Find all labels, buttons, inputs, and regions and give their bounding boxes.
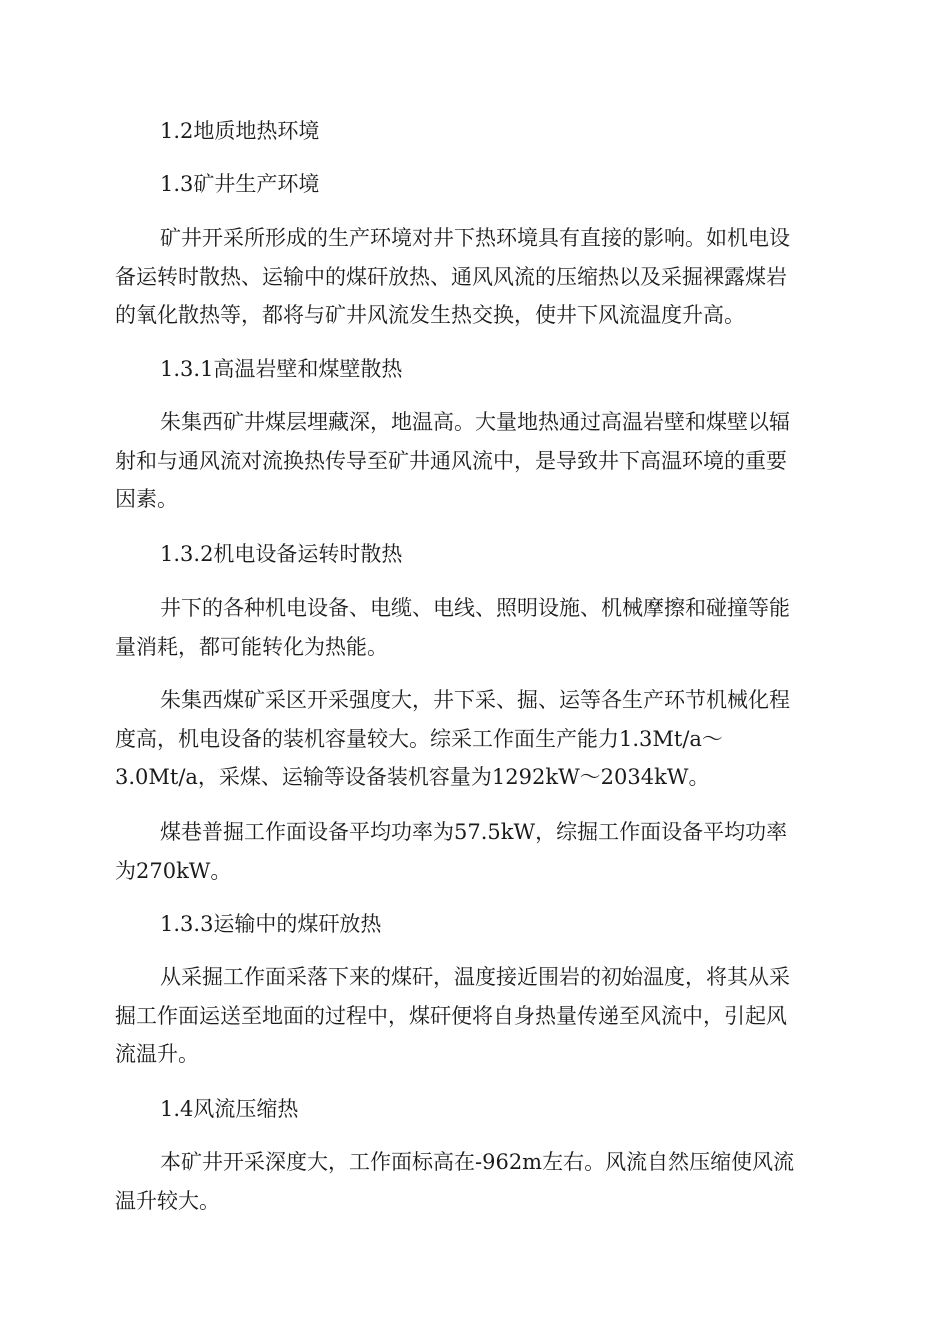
section-heading-1-3: 1.3矿井生产环境	[160, 172, 320, 196]
text-line: 本矿井开采深度大，工作面标高在-962m左右。风流自然压缩使风流	[160, 1150, 795, 1174]
text-line: 从采掘工作面采落下来的煤矸，温度接近围岩的初始温度，将其从采	[160, 965, 790, 989]
text-line: 温升较大。	[115, 1188, 220, 1213]
text-line: 流温升。	[115, 1042, 199, 1066]
paragraph-equipment-heat	[115, 589, 835, 666]
text-line: 3.0Mt/a，采煤、运输等设备装机容量为1292kW～2034kW。	[115, 765, 710, 789]
text-line: 射和与通风流对流换热传导至矿井通风流中，是导致井下高温环境的重要	[115, 448, 787, 473]
text-line: 井下的各种机电设备、电缆、电线、照明设施、机械摩擦和碰撞等能	[160, 596, 790, 620]
text-line: 掘工作面运送至地面的过程中，煤矸便将自身热量传递至风流中，引起风	[115, 1003, 787, 1028]
text-line: 度高，机电设备的装机容量较大。综采工作面生产能力1.3Mt/a～	[115, 726, 723, 751]
section-heading-1-3-3: 1.3.3运输中的煤矸放热	[160, 912, 382, 936]
text-line: 因素。	[115, 487, 178, 511]
text-line: 朱集西矿井煤层埋藏深，地温高。大量地热通过高温岩壁和煤壁以辐	[160, 410, 790, 434]
section-heading-1-4: 1.4风流压缩热	[160, 1097, 299, 1121]
section-heading-1-3-1: 1.3.1高温岩壁和煤壁散热	[160, 357, 403, 381]
paragraph-mining-intensity	[115, 681, 835, 797]
paragraph-compression-heat	[115, 1143, 835, 1220]
section-heading-1-2: 1.2地质地热环境	[160, 119, 320, 143]
text-line: 的氧化散热等，都将与矿井风流发生热交换，使井下风流温度升高。	[115, 303, 745, 327]
section-heading-1-3-2: 1.3.2机电设备运转时散热	[160, 542, 403, 566]
text-line: 矿井开采所形成的生产环境对井下热环境具有直接的影响。如机电设	[160, 226, 790, 250]
text-line: 为270kW。	[115, 858, 232, 883]
paragraph-transport-heat	[115, 958, 835, 1074]
text-line: 备运转时散热、运输中的煤矸放热、通风风流的压缩热以及采掘裸露煤岩	[115, 264, 787, 289]
text-line: 煤巷普掘工作面设备平均功率为57.5kW，综掘工作面设备平均功率	[160, 820, 788, 844]
text-line: 量消耗，都可能转化为热能。	[115, 634, 388, 659]
paragraph-average-power	[115, 813, 835, 890]
paragraph-rock-wall-heat	[115, 403, 835, 519]
text-line: 朱集西煤矿采区开采强度大，井下采、掘、运等各生产环节机械化程	[160, 688, 790, 712]
paragraph-production-environment	[115, 219, 835, 335]
